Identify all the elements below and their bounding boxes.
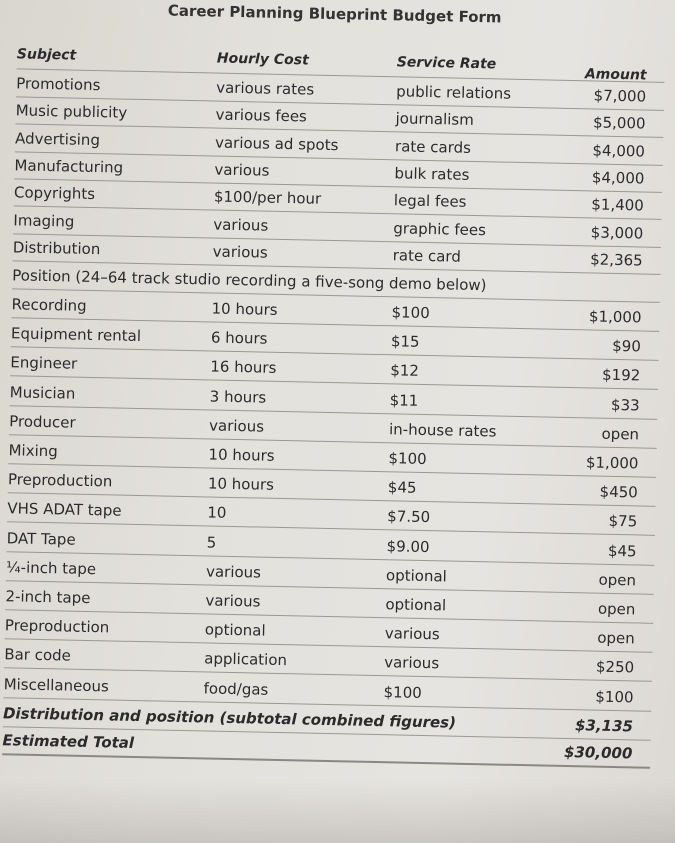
cell-hourly-cost: 16 hours: [210, 357, 277, 378]
cell-subject: Engineer: [10, 353, 78, 374]
cell-amount: open: [598, 570, 637, 590]
subtotal-label: Distribution and position (subtotal combined figures): [2, 704, 457, 732]
cell-service-rate: $100: [388, 449, 427, 469]
cell-hourly-cost: 5: [206, 533, 217, 552]
cell-amount: $90: [612, 337, 642, 356]
cell-service-rate: $12: [390, 361, 420, 381]
cell-subject: Musician: [9, 382, 76, 403]
cell-service-rate: optional: [385, 566, 448, 586]
cell-hourly-cost: 10: [207, 503, 227, 523]
cell-service-rate: various: [384, 653, 440, 673]
cell-subject: Advertising: [14, 128, 101, 149]
cell-hourly-cost: 10 hours: [207, 474, 275, 495]
cell-amount: $450: [599, 482, 639, 502]
cell-service-rate: graphic fees: [393, 218, 487, 239]
cell-hourly-cost: 10 hours: [211, 299, 278, 319]
cell-amount: $4,000: [591, 168, 645, 188]
header-service-rate: Service Rate: [396, 54, 497, 73]
cell-subject: Producer: [8, 412, 76, 432]
cell-service-rate: $9.00: [386, 536, 430, 556]
cell-subject: Bar code: [4, 645, 72, 666]
cell-subject: Preproduction: [4, 616, 110, 637]
cell-subject: Equipment rental: [10, 324, 142, 346]
cell-service-rate: $15: [390, 332, 420, 352]
cell-amount: $192: [601, 366, 641, 385]
cell-amount: $100: [595, 687, 634, 707]
cell-subject: Music publicity: [15, 101, 128, 122]
cell-hourly-cost: 3 hours: [209, 387, 267, 407]
cell-hourly-cost: 6 hours: [210, 328, 268, 348]
cell-hourly-cost: various rates: [216, 78, 315, 99]
cell-subject: 2-inch tape: [5, 587, 91, 608]
cell-service-rate: rate cards: [394, 136, 472, 157]
cell-amount: $33: [610, 395, 640, 415]
total-amount: $30,000: [563, 742, 633, 763]
cell-amount: open: [601, 424, 640, 444]
cell-hourly-cost: various: [213, 215, 269, 235]
cell-amount: $75: [608, 512, 638, 531]
cell-service-rate: legal fees: [393, 191, 467, 211]
cell-hourly-cost: various fees: [215, 105, 308, 126]
cell-amount: $3,000: [590, 222, 644, 243]
cell-subject: Preproduction: [7, 470, 113, 491]
cell-amount: $2,365: [590, 250, 643, 270]
cell-subject: Copyrights: [13, 183, 96, 204]
cell-amount: open: [597, 628, 635, 648]
cell-hourly-cost: various: [208, 416, 265, 436]
cell-hourly-cost: food/gas: [203, 679, 269, 699]
header-hourly-cost: Hourly Cost: [216, 50, 309, 69]
cell-amount: open: [597, 599, 636, 619]
cell-amount: $1,000: [585, 453, 639, 473]
cell-service-rate: journalism: [395, 109, 474, 130]
cell-service-rate: $7.50: [387, 507, 431, 527]
cell-subject: ¼-inch tape: [5, 558, 97, 578]
cell-service-rate: $100: [391, 303, 430, 323]
cell-hourly-cost: $100/per hour: [213, 187, 322, 208]
header-amount: Amount: [584, 66, 647, 84]
cell-hourly-cost: various: [205, 591, 261, 611]
subtotal-amount: $3,135: [574, 716, 634, 736]
cell-subject: Imaging: [13, 210, 75, 231]
cell-amount: $5,000: [592, 113, 646, 133]
page-shadow: [0, 780, 675, 843]
cell-amount: $7,000: [593, 86, 647, 106]
position-note: Position (24–64 track studio recording a five-song demo below): [12, 266, 487, 295]
cell-subject: Promotions: [16, 74, 101, 95]
cell-subject: VHS ADAT tape: [7, 499, 122, 521]
cell-subject: Mixing: [8, 441, 58, 461]
cell-hourly-cost: various ad spots: [214, 133, 339, 154]
cell-service-rate: $100: [383, 682, 422, 702]
cell-hourly-cost: various: [214, 160, 270, 180]
cell-amount: $4,000: [592, 141, 646, 161]
cell-subject: DAT Tape: [6, 528, 76, 549]
cell-service-rate: public relations: [395, 82, 512, 103]
cell-service-rate: in-house rates: [388, 420, 497, 441]
total-label: Estimated Total: [2, 731, 135, 752]
cell-subject: Manufacturing: [14, 156, 124, 177]
cell-amount: $1,000: [588, 307, 642, 327]
header-subject: Subject: [16, 46, 77, 64]
cell-subject: Recording: [11, 295, 87, 315]
cell-hourly-cost: 10 hours: [208, 445, 275, 465]
cell-amount: $250: [595, 658, 635, 677]
cell-amount: $45: [607, 541, 637, 561]
cell-hourly-cost: various: [212, 242, 268, 262]
cell-service-rate: bulk rates: [394, 164, 470, 184]
cell-hourly-cost: optional: [204, 620, 266, 640]
cell-subject: Distribution: [12, 238, 101, 258]
form-title: Career Planning Blueprint Budget Form: [167, 1, 502, 27]
cell-service-rate: $11: [389, 390, 419, 410]
cell-amount: $1,400: [591, 195, 645, 215]
cell-service-rate: optional: [385, 595, 447, 615]
cell-service-rate: rate card: [392, 246, 462, 266]
cell-subject: Miscellaneous: [3, 674, 110, 696]
cell-service-rate: various: [384, 624, 440, 644]
cell-hourly-cost: application: [204, 649, 288, 670]
cell-service-rate: $45: [387, 478, 417, 498]
cell-hourly-cost: various: [205, 562, 262, 582]
